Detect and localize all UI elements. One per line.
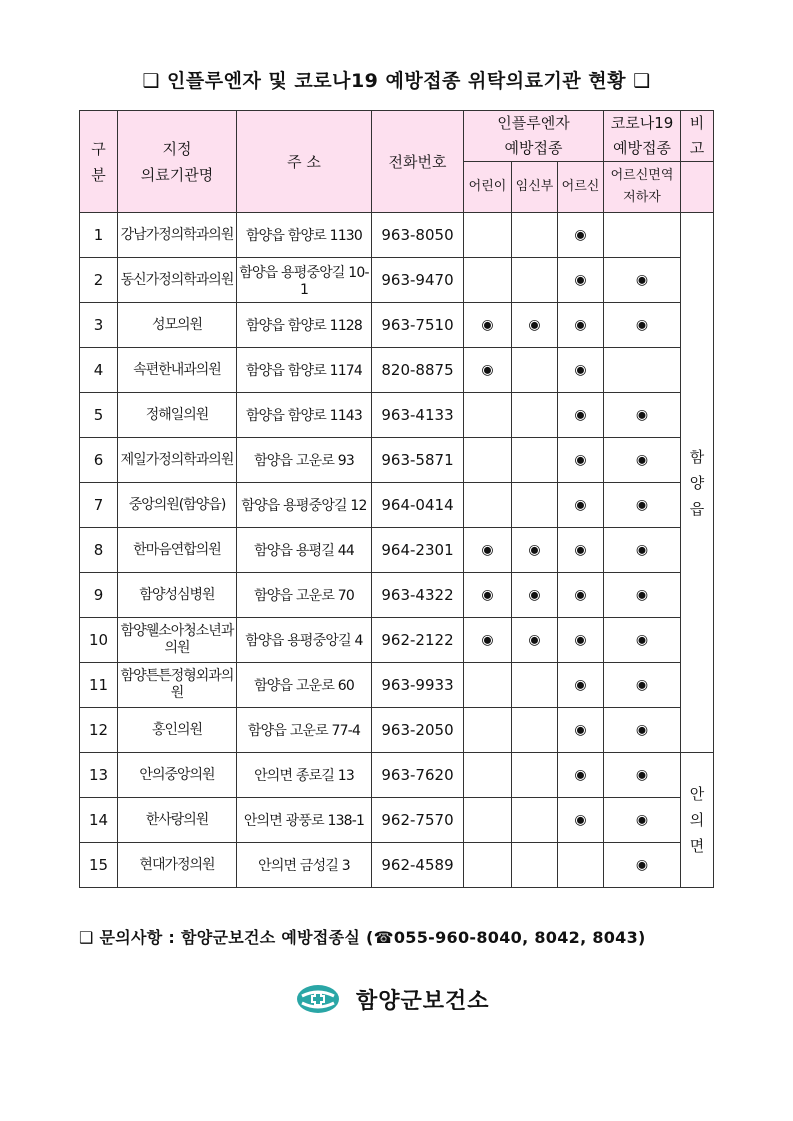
cell-name: 동신가정의학과의원 (118, 258, 237, 303)
header-no-line1: 구 (91, 139, 106, 158)
cell-no: 7 (80, 483, 118, 528)
cell-name: 속편한내과의원 (118, 348, 237, 393)
health-center-logo-icon (296, 984, 340, 1014)
cell-child: ◉ (464, 528, 512, 573)
cell-elder: ◉ (558, 438, 604, 483)
cell-address: 함양읍 고운로 93 (237, 438, 372, 483)
cell-covid: ◉ (604, 798, 681, 843)
header-covid-target-line1: 어르신면역 (610, 168, 674, 183)
cell-address: 함양읍 용평중앙길 4 (237, 618, 372, 663)
header-no-line2: 분 (91, 165, 106, 184)
cell-no: 14 (80, 798, 118, 843)
header-note-line2: 고 (689, 139, 705, 157)
header-covid (604, 111, 681, 162)
cell-child (464, 213, 512, 258)
header-flu-line2: 예방접종 (504, 139, 563, 157)
contact-info: ❑ 문의사항 : 함양군보건소 예방접종실 (☎055-960-8040, 8042, 8043) (79, 928, 646, 947)
table-row (80, 708, 714, 753)
cell-pregnant (512, 663, 558, 708)
cell-no: 8 (80, 528, 118, 573)
cell-pregnant (512, 483, 558, 528)
cell-address: 함양읍 용평길 44 (237, 528, 372, 573)
table-row (80, 348, 714, 393)
cell-name: 홍인의원 (118, 708, 237, 753)
cell-child (464, 663, 512, 708)
cell-address: 함양읍 함양로 1143 (237, 393, 372, 438)
cell-pregnant (512, 438, 558, 483)
cell-child: ◉ (464, 348, 512, 393)
cell-pregnant: ◉ (512, 528, 558, 573)
cell-phone: 962-4589 (372, 843, 464, 888)
cell-elder: ◉ (558, 393, 604, 438)
cell-name: 현대가정의원 (118, 843, 237, 888)
cell-covid (604, 213, 681, 258)
header-note-line1: 비 (689, 114, 705, 132)
cell-name: 중앙의원(함양읍) (118, 483, 237, 528)
cell-name: 함양튼튼정형외과의원 (118, 663, 237, 708)
cell-phone: 962-7570 (372, 798, 464, 843)
cell-child (464, 438, 512, 483)
cell-no: 15 (80, 843, 118, 888)
header-elder: 어르신 (558, 162, 604, 213)
cell-no: 10 (80, 618, 118, 663)
header-name-line2: 의료기관명 (140, 165, 214, 184)
logo (296, 982, 490, 1016)
cell-phone: 963-4322 (372, 573, 464, 618)
cell-address: 함양읍 함양로 1174 (237, 348, 372, 393)
cell-phone: 964-0414 (372, 483, 464, 528)
cell-child (464, 798, 512, 843)
cell-no: 12 (80, 708, 118, 753)
cell-elder: ◉ (558, 258, 604, 303)
cell-address: 함양읍 함양로 1130 (237, 213, 372, 258)
note-char: 읍 (689, 499, 705, 518)
cell-child (464, 843, 512, 888)
note-char: 면 (689, 837, 705, 855)
cell-phone: 963-9470 (372, 258, 464, 303)
cell-elder: ◉ (558, 753, 604, 798)
cell-pregnant: ◉ (512, 573, 558, 618)
note-char: 함 (689, 447, 705, 466)
cell-phone: 963-4133 (372, 393, 464, 438)
cell-no: 1 (80, 213, 118, 258)
header-child: 어린이 (464, 162, 512, 213)
table-row (80, 663, 714, 708)
cell-child: ◉ (464, 303, 512, 348)
cell-covid: ◉ (604, 618, 681, 663)
header-no (80, 111, 118, 213)
cell-phone: 963-5871 (372, 438, 464, 483)
cell-covid: ◉ (604, 843, 681, 888)
page-title: ❑ 인플루엔자 및 코로나19 예방접종 위탁의료기관 현황 ❑ (142, 70, 651, 92)
cell-name: 한마음연합의원 (118, 528, 237, 573)
cell-elder: ◉ (558, 708, 604, 753)
cell-pregnant (512, 753, 558, 798)
cell-child (464, 708, 512, 753)
cell-name: 성모의원 (118, 303, 237, 348)
note-anui (681, 753, 714, 888)
cell-covid (604, 348, 681, 393)
cell-no: 3 (80, 303, 118, 348)
cell-covid: ◉ (604, 258, 681, 303)
cell-phone: 962-2122 (372, 618, 464, 663)
table-body (80, 213, 714, 888)
cell-child (464, 753, 512, 798)
cell-address: 함양읍 함양로 1128 (237, 303, 372, 348)
cell-child (464, 393, 512, 438)
cell-covid: ◉ (604, 438, 681, 483)
cell-pregnant (512, 258, 558, 303)
header-pregnant: 임신부 (512, 162, 558, 213)
cell-elder: ◉ (558, 618, 604, 663)
cell-elder: ◉ (558, 348, 604, 393)
header-covid-target (604, 162, 681, 213)
table-row (80, 393, 714, 438)
cell-child: ◉ (464, 618, 512, 663)
header-name-line1: 지정 (162, 139, 192, 158)
cell-name: 함양웰소아청소년과의원 (118, 618, 237, 663)
cell-address: 함양읍 용평중앙길 12 (237, 483, 372, 528)
header-note (681, 111, 714, 162)
cell-phone: 963-9933 (372, 663, 464, 708)
header-flu-line1: 인플루엔자 (497, 114, 570, 132)
table-row (80, 618, 714, 663)
cell-no: 5 (80, 393, 118, 438)
cell-pregnant (512, 213, 558, 258)
cell-no: 4 (80, 348, 118, 393)
cell-phone: 963-7620 (372, 753, 464, 798)
cell-address: 함양읍 고운로 60 (237, 663, 372, 708)
cell-pregnant (512, 843, 558, 888)
cell-pregnant: ◉ (512, 303, 558, 348)
cell-elder (558, 843, 604, 888)
cell-phone: 820-8875 (372, 348, 464, 393)
cell-elder: ◉ (558, 573, 604, 618)
header-covid-line1: 코로나19 (610, 114, 674, 132)
cell-covid: ◉ (604, 663, 681, 708)
cell-covid: ◉ (604, 528, 681, 573)
table-row (80, 798, 714, 843)
cell-no: 2 (80, 258, 118, 303)
table-row (80, 438, 714, 483)
cell-no: 6 (80, 438, 118, 483)
cell-elder: ◉ (558, 303, 604, 348)
cell-address: 함양읍 고운로 77-4 (237, 708, 372, 753)
cell-no: 9 (80, 573, 118, 618)
cell-covid: ◉ (604, 303, 681, 348)
cell-address: 함양읍 고운로 70 (237, 573, 372, 618)
header-covid-line2: 예방접종 (613, 139, 671, 157)
cell-elder: ◉ (558, 528, 604, 573)
cell-elder: ◉ (558, 798, 604, 843)
cell-phone: 963-7510 (372, 303, 464, 348)
cell-covid: ◉ (604, 393, 681, 438)
cell-pregnant (512, 708, 558, 753)
table-row (80, 573, 714, 618)
cell-name: 정해일의원 (118, 393, 237, 438)
cell-covid: ◉ (604, 573, 681, 618)
cell-child (464, 483, 512, 528)
cell-name: 함양성심병원 (118, 573, 237, 618)
cell-covid: ◉ (604, 708, 681, 753)
cell-address: 안의면 금성길 3 (237, 843, 372, 888)
header-phone: 전화번호 (372, 111, 464, 213)
cell-name: 안의중앙의원 (118, 753, 237, 798)
table-row (80, 213, 714, 258)
note-hamyang (681, 213, 714, 753)
cell-child: ◉ (464, 573, 512, 618)
cell-elder: ◉ (558, 663, 604, 708)
header-covid-target-line2: 저하자 (623, 190, 661, 205)
cell-pregnant: ◉ (512, 618, 558, 663)
table-row (80, 753, 714, 798)
cell-pregnant (512, 393, 558, 438)
note-char: 의 (689, 811, 705, 829)
note-char: 양 (689, 473, 705, 492)
cell-name: 한사랑의원 (118, 798, 237, 843)
table-row (80, 303, 714, 348)
cell-phone: 963-8050 (372, 213, 464, 258)
cell-elder: ◉ (558, 213, 604, 258)
header-flu (464, 111, 604, 162)
cell-address: 함양읍 용평중앙길 10-1 (237, 258, 372, 303)
cell-no: 13 (80, 753, 118, 798)
cell-covid: ◉ (604, 483, 681, 528)
cell-address: 안의면 종로길 13 (237, 753, 372, 798)
header-address: 주 소 (237, 111, 372, 213)
cell-no: 11 (80, 663, 118, 708)
cell-name: 강남가정의학과의원 (118, 213, 237, 258)
cell-elder: ◉ (558, 483, 604, 528)
logo-text: 함양군보건소 (356, 988, 490, 1014)
header-name (118, 111, 237, 213)
header-note-sub (681, 162, 714, 213)
table-row (80, 528, 714, 573)
note-char: 안 (689, 785, 705, 803)
cell-pregnant (512, 798, 558, 843)
cell-phone: 963-2050 (372, 708, 464, 753)
cell-covid: ◉ (604, 753, 681, 798)
cell-child (464, 258, 512, 303)
cell-phone: 964-2301 (372, 528, 464, 573)
cell-name: 제일가정의학과의원 (118, 438, 237, 483)
clinic-table (79, 110, 714, 888)
table-row (80, 483, 714, 528)
cell-pregnant (512, 348, 558, 393)
table-row (80, 258, 714, 303)
table-row (80, 843, 714, 888)
cell-address: 안의면 광풍로 138-1 (237, 798, 372, 843)
